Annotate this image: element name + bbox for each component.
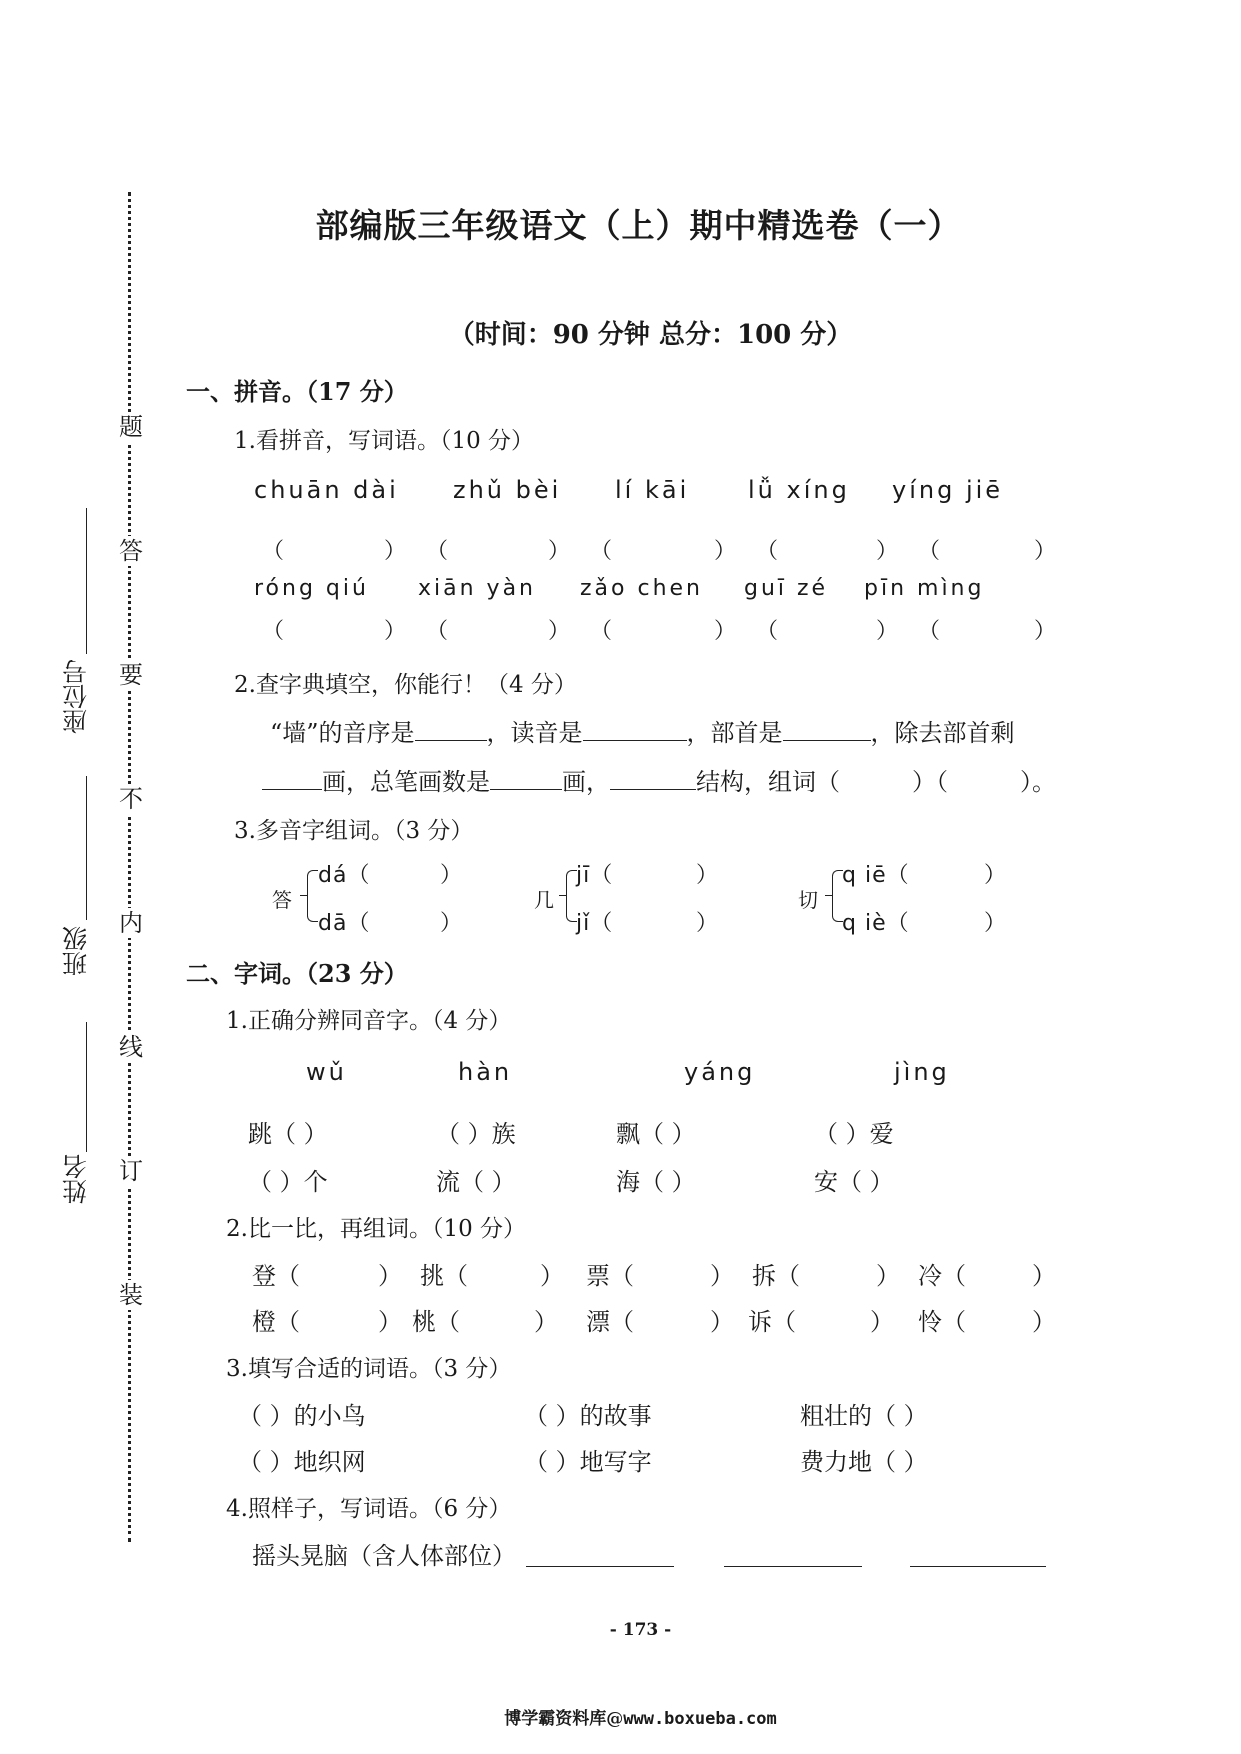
fill-phrase: （ ）的故事: [524, 1402, 652, 1430]
margin-char: 订: [116, 1156, 146, 1186]
compare-item: 橙（: [252, 1308, 300, 1336]
fill-blank[interactable]: [262, 765, 322, 790]
polyphonic-char: 切: [798, 888, 818, 912]
homophone-item: （ ）爱: [814, 1120, 894, 1148]
fill-blank[interactable]: [415, 716, 487, 741]
poly-reading: jǐ（: [576, 911, 614, 936]
answer-paren-open: （: [918, 619, 941, 644]
pinyin-item: róng qiú: [254, 576, 369, 601]
brace-icon: [307, 870, 318, 922]
margin-char: 内: [116, 908, 146, 938]
fill-blank[interactable]: [583, 716, 687, 741]
homophone-pinyin: yáng: [684, 1058, 756, 1086]
compare-item: 怜（: [918, 1308, 966, 1336]
s1-q2-line1: [270, 713, 1015, 748]
answer-paren-close: ）: [984, 863, 1007, 888]
answer-paren-close: ）: [876, 1262, 900, 1290]
compare-item: 诉（: [748, 1308, 796, 1336]
answer-line[interactable]: [910, 1566, 1046, 1567]
section2-title: 二、字词。（23 分）: [186, 959, 408, 988]
homophone-item: 流（ ）: [436, 1168, 516, 1196]
answer-paren-close: ）: [696, 911, 719, 936]
q2-text: 画，: [562, 768, 610, 796]
compare-item: 冷（: [918, 1262, 966, 1290]
pinyin-item: xiān yàn: [418, 576, 536, 601]
answer-paren-close: ）: [714, 539, 737, 564]
compare-item: 票（: [586, 1262, 634, 1290]
homophone-item: 安（ ）: [814, 1168, 894, 1196]
fill-phrase: （ ）地织网: [238, 1448, 366, 1476]
s2-q3-label: 3.填写合适的词语。（3 分）: [226, 1356, 512, 1382]
margin-char: 不: [116, 784, 146, 814]
answer-paren-close: ）: [384, 539, 407, 564]
answer-paren-open: （: [590, 619, 613, 644]
s1-q2-line2: [262, 762, 1056, 797]
homophone-pinyin: hàn: [458, 1058, 513, 1086]
seat-number-line: [86, 508, 87, 654]
pinyin-item: guī zé: [744, 576, 829, 601]
margin-char: 要: [116, 660, 146, 690]
answer-paren-close: ）: [1034, 539, 1057, 564]
class-line: [86, 776, 87, 920]
margin-char: 装: [116, 1280, 146, 1310]
answer-paren-open: （: [918, 539, 941, 564]
poly-reading: jī（: [576, 863, 614, 888]
q2-text: “墙”的音序是: [270, 719, 415, 747]
fill-blank[interactable]: [610, 765, 696, 790]
compare-item: 拆（: [752, 1262, 800, 1290]
compare-item: 桃（: [412, 1308, 460, 1336]
exam-time-score: （时间：90 分钟 总分：100 分）: [448, 320, 853, 350]
homophone-item: 海（ ）: [616, 1168, 696, 1196]
answer-paren-close: ）: [710, 1262, 734, 1290]
q2-text: ，读音是: [486, 719, 583, 747]
homophone-item: 飘（ ）: [616, 1120, 696, 1148]
answer-paren-close: ）: [1032, 1262, 1056, 1290]
answer-paren-close: ）: [1034, 619, 1057, 644]
pinyin-item: lǚ xíng: [748, 476, 850, 504]
section1-title: 一、拼音。（17 分）: [186, 377, 408, 406]
polyphonic-char: 几: [534, 888, 554, 912]
pinyin-item: yíng jiē: [892, 476, 1004, 504]
answer-paren-close: ）: [710, 1308, 734, 1336]
answer-paren-close: ）: [714, 619, 737, 644]
answer-paren-open: （: [262, 619, 285, 644]
answer-paren-close: ）: [534, 1308, 558, 1336]
answer-paren-close: ）: [378, 1262, 402, 1290]
answer-paren-close: ）: [876, 539, 899, 564]
watermark-url: www.boxueba.com: [623, 1709, 777, 1729]
answer-paren-open: （: [262, 539, 285, 564]
compare-item: 漂（: [586, 1308, 634, 1336]
seat-number-label: 座位号: [61, 659, 91, 735]
q2-text: ）。: [1020, 768, 1056, 796]
pinyin-item: zǎo chen: [580, 576, 703, 601]
polyphonic-char: 答: [272, 888, 292, 912]
homophone-pinyin: wǔ: [306, 1058, 347, 1086]
answer-paren-open: （: [426, 539, 449, 564]
page-title: 部编版三年级语文（上）期中精选卷（一）: [315, 206, 962, 245]
answer-paren-open: （: [756, 539, 779, 564]
answer-paren-open: （: [756, 619, 779, 644]
answer-paren-close: ）: [440, 863, 463, 888]
homophone-item: （ ）族: [436, 1120, 516, 1148]
answer-paren-close: ）: [384, 619, 407, 644]
homophone-item: 跳（ ）: [248, 1120, 328, 1148]
pinyin-item: pīn mìng: [864, 576, 985, 601]
poly-reading: q iē（: [842, 863, 910, 888]
margin-char: 答: [116, 536, 146, 566]
answer-paren-close: ）: [984, 911, 1007, 936]
margin-char: 线: [116, 1032, 146, 1062]
fill-phrase: （ ）地写字: [524, 1448, 652, 1476]
fill-blank[interactable]: [490, 765, 562, 790]
footer-watermark: [0, 1704, 1241, 1729]
answer-paren-close: ）: [876, 619, 899, 644]
name-line: [86, 1022, 87, 1152]
homophone-pinyin: jìng: [894, 1058, 950, 1086]
answer-paren-close: ）: [1032, 1308, 1056, 1336]
binding-dotted-line: [128, 192, 131, 1542]
q2-text: ，除去部首剩: [870, 719, 1015, 747]
page-number: - 173 -: [609, 1620, 672, 1640]
s2-q4-label: 4.照样子，写词语。（6 分）: [226, 1496, 512, 1522]
answer-paren-close: ）: [548, 539, 571, 564]
s1-q2-label: 2.查字典填空，你能行！（4 分）: [234, 672, 577, 698]
fill-phrase: 费力地（ ）: [800, 1448, 928, 1476]
answer-paren-open: （: [590, 539, 613, 564]
pinyin-item: zhǔ bèi: [453, 476, 562, 504]
q2-text: 结构，组词（: [696, 768, 840, 796]
fill-phrase: （ ）的小鸟: [238, 1402, 366, 1430]
q2-text: 画，总笔画数是: [322, 768, 490, 796]
poly-reading: q iè（: [842, 911, 910, 936]
q2-text: ，部首是: [686, 719, 783, 747]
s1-q3-label: 3.多音字组词。（3 分）: [234, 818, 474, 844]
answer-paren-close: ）: [540, 1262, 564, 1290]
pinyin-item: lí kāi: [615, 476, 690, 504]
answer-paren-close: ）: [870, 1308, 894, 1336]
answer-paren-close: ）: [440, 911, 463, 936]
name-label: 姓名: [61, 1154, 91, 1204]
fill-blank[interactable]: [783, 716, 871, 741]
compare-item: 挑（: [420, 1262, 468, 1290]
s2-q1-label: 1.正确分辨同音字。（4 分）: [226, 1008, 512, 1034]
poly-reading: dá（: [318, 863, 371, 888]
homophone-item: （ ）个: [248, 1168, 328, 1196]
compare-item: 登（: [252, 1262, 300, 1290]
answer-line[interactable]: [724, 1566, 862, 1567]
answer-line[interactable]: [526, 1566, 674, 1567]
s2-q2-label: 2.比一比，再组词。（10 分）: [226, 1216, 527, 1242]
margin-char: 题: [116, 412, 146, 442]
answer-paren-open: （: [426, 619, 449, 644]
q2-text: ）（: [912, 768, 948, 796]
poly-reading: dā（: [318, 911, 371, 936]
answer-paren-close: ）: [696, 863, 719, 888]
pinyin-item: chuān dài: [254, 476, 399, 504]
s1-q1-label: 1.看拼音，写词语。（10 分）: [234, 428, 535, 454]
watermark-text: 博学霸资料库@: [504, 1709, 624, 1729]
example-phrase: 摇头晃脑（含人体部位）: [252, 1542, 516, 1570]
answer-paren-close: ）: [378, 1308, 402, 1336]
fill-phrase: 粗壮的（ ）: [800, 1402, 928, 1430]
class-label: 班级: [61, 926, 91, 976]
answer-paren-close: ）: [548, 619, 571, 644]
